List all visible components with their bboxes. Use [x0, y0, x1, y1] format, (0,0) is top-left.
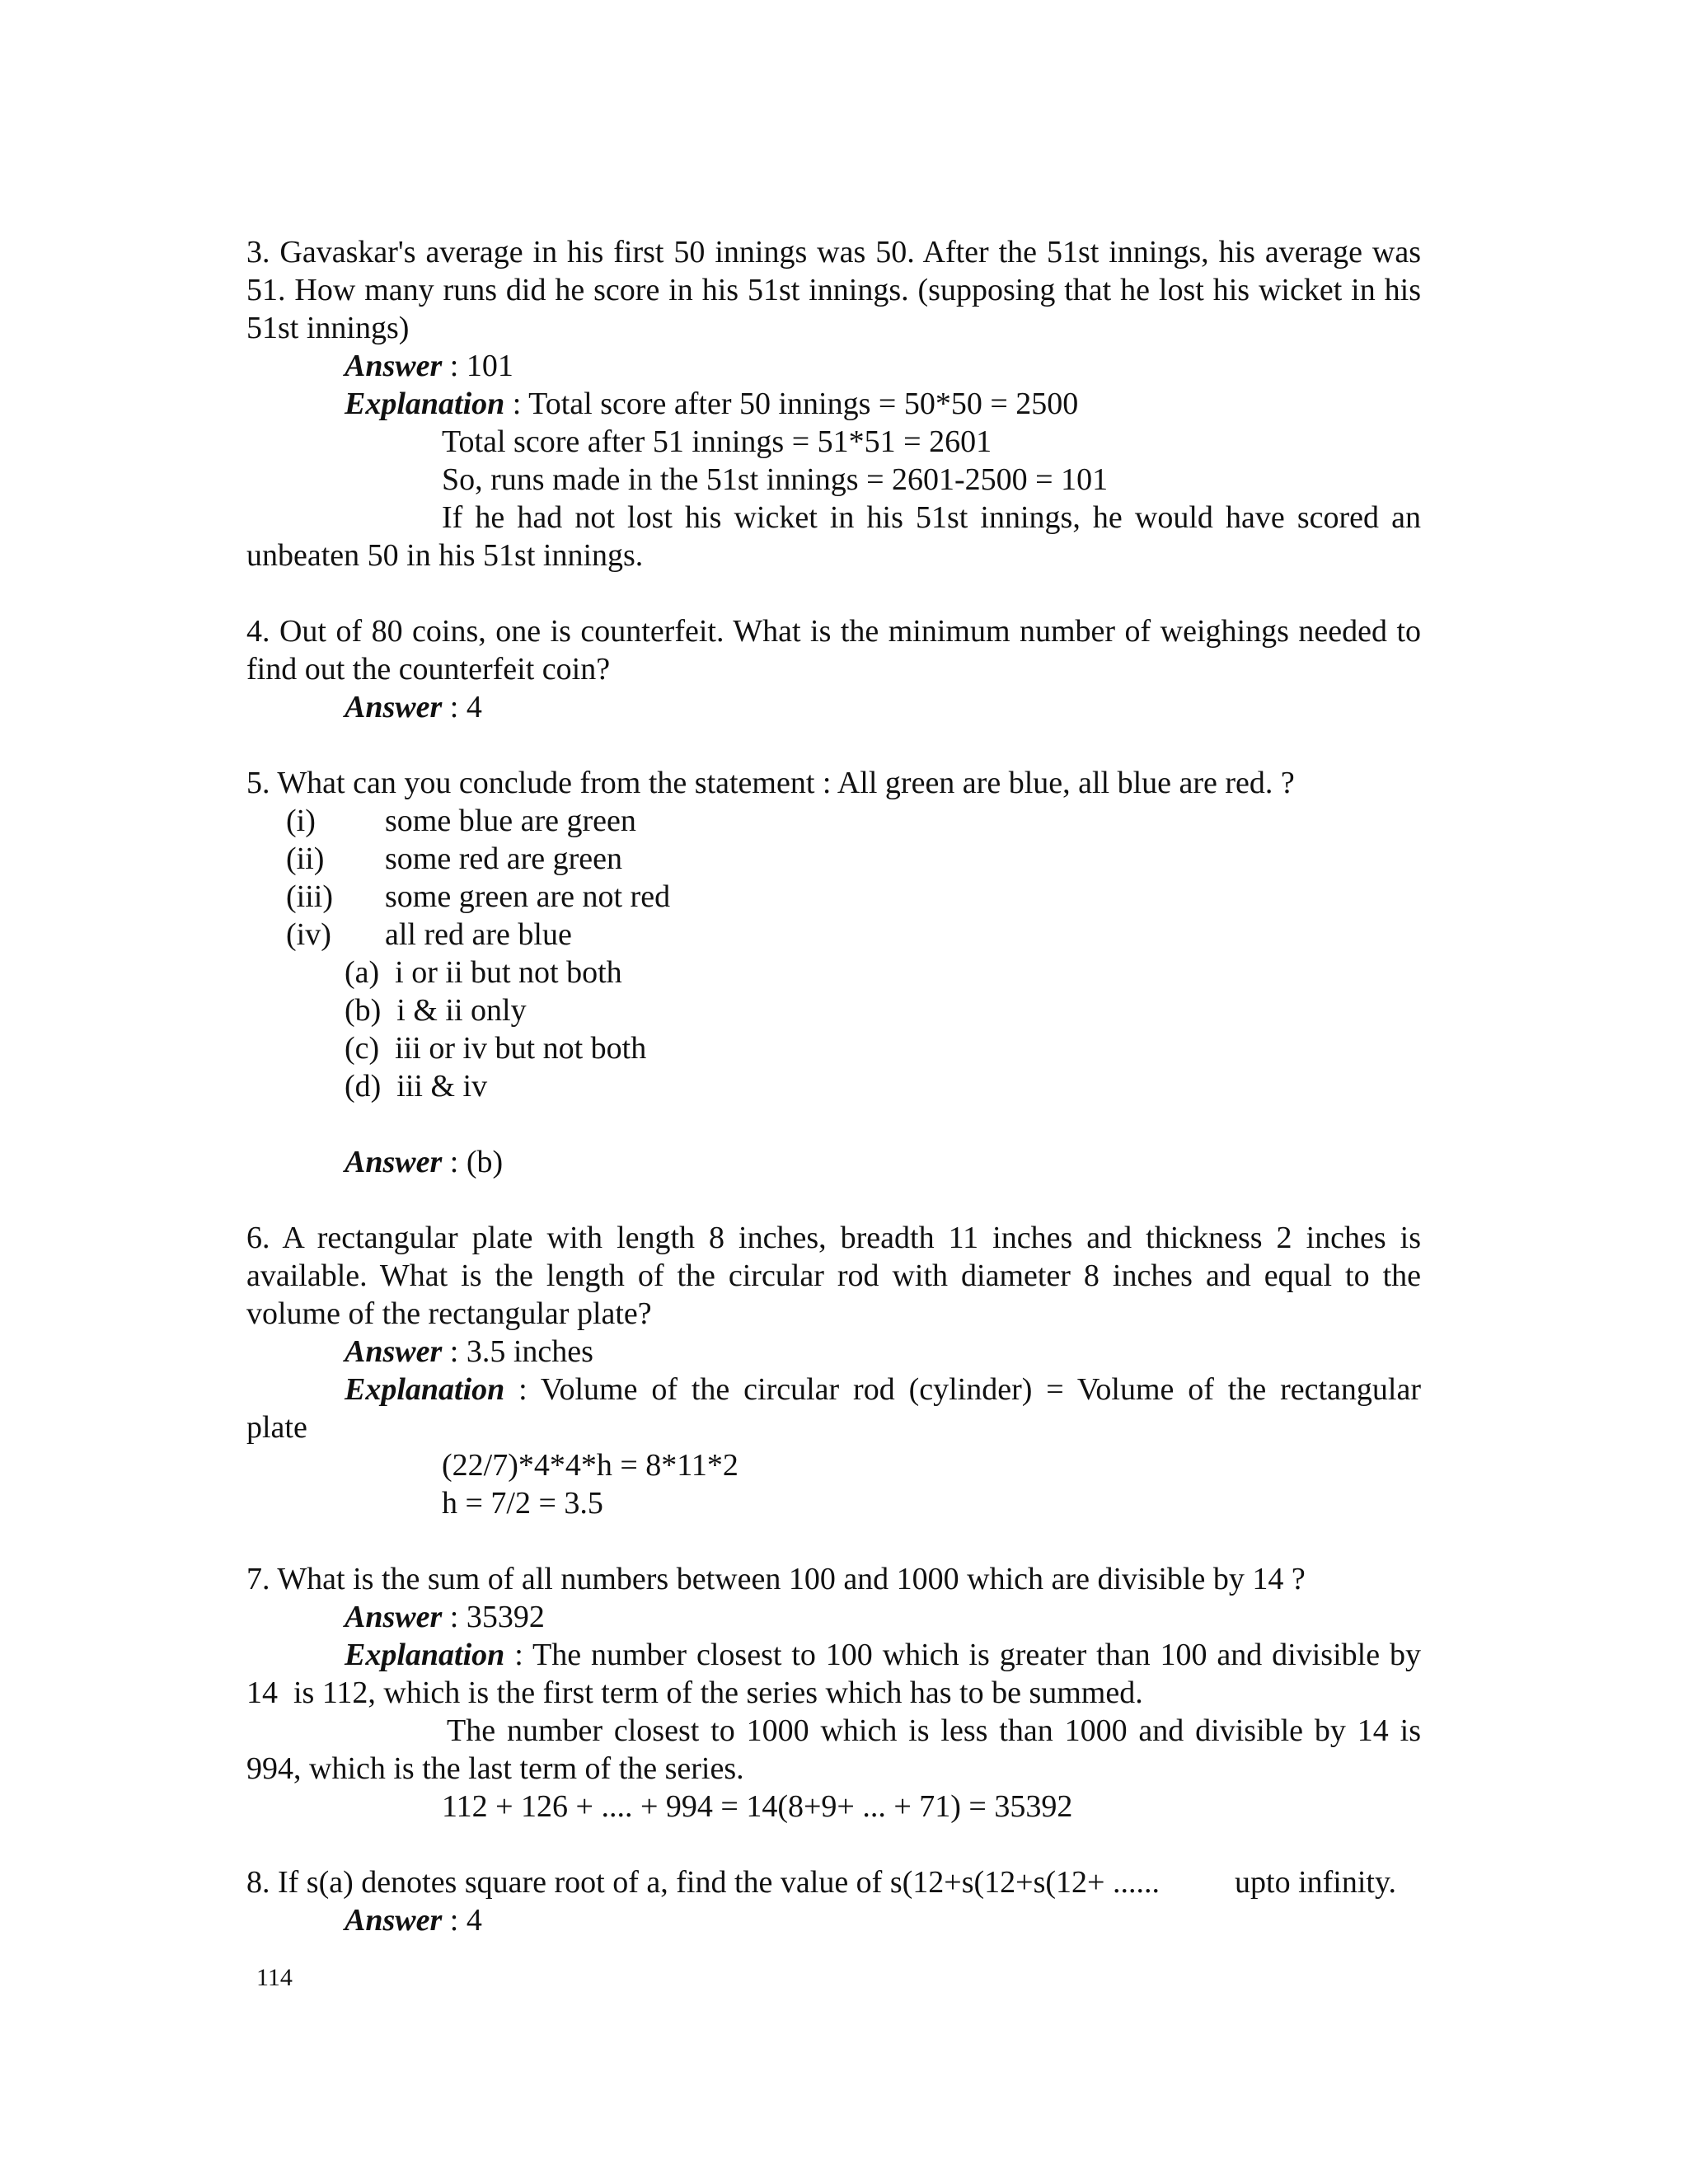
explanation-line: (22/7)*4*4*h = 8*11*2	[442, 1448, 738, 1483]
answer-label: Answer	[345, 690, 443, 724]
spacer	[246, 1522, 1421, 1560]
explanation-line: 994, which is the last term of the series.	[246, 1751, 744, 1786]
option-number: (iii)	[286, 879, 333, 914]
question-8-main: 8. If s(a) denotes square root of a, find the value of s(12+s(12+s(12+ ......	[246, 1865, 1160, 1900]
explanation-line: plate	[246, 1410, 307, 1445]
explanation-line: h = 7/2 = 3.5	[442, 1486, 603, 1521]
explanation-line: : Total score after 50 innings = 50*50 = 2500	[504, 387, 1079, 421]
explanation-line: If he had not lost his wicket in his 51st innings, he would have scored an	[442, 500, 1421, 535]
question-7-text: 7. What is the sum of all numbers between 100 and 1000 which are divisible by 14 ?	[246, 1562, 1306, 1596]
question-3-text: 3. Gavaskar's average in his first 50 innings was 50. After the 51st innings, his average was 51. How many runs did he score in his 51st innings. (supposing that he lost his wicket in his 51st innings)	[246, 235, 1421, 345]
statement-option	[246, 840, 1421, 878]
answer-choice: (c) iii or iv but not both	[345, 1031, 647, 1066]
explanation-line: The number closest to 1000 which is less than 1000 and divisible by 14 is	[447, 1713, 1421, 1748]
explanation-formula: 112 + 126 + .... + 994 = 14(8+9+ ... + 71) = 35392	[442, 1789, 1073, 1824]
question-7-answer	[246, 1598, 1421, 1636]
option-text: some green are not red	[385, 879, 671, 914]
question-6-explanation	[246, 1371, 1421, 1408]
answer-value: : (b)	[442, 1145, 504, 1179]
explanation-line: Total score after 51 innings = 51*51 = 2601	[442, 424, 992, 459]
option-text: some blue are green	[385, 804, 636, 838]
question-6-text: 6. A rectangular plate with length 8 inches, breadth 11 inches and thickness 2 inches is available. What is the length of the circular rod with diameter 8 inches and equal to the volume of the rectangular plate?	[246, 1221, 1421, 1331]
question-6-answer	[246, 1333, 1421, 1371]
option-number: (ii)	[286, 841, 325, 876]
question-8-tail: upto infinity.	[1235, 1865, 1396, 1900]
explanation-line: : Volume of the circular rod (cylinder) = Volume of the rectangular	[504, 1372, 1421, 1407]
explanation-line: unbeaten 50 in his 51st innings.	[246, 538, 644, 573]
answer-choice: (a) i or ii but not both	[345, 955, 622, 990]
answer-label: Answer	[345, 349, 443, 383]
spacer	[246, 726, 1421, 764]
answer-value: : 4	[442, 690, 482, 724]
question-8-answer	[246, 1901, 1421, 1939]
question-4-text: 4. Out of 80 coins, one is counterfeit. What is the minimum number of weighings needed to find out the counterfeit coin?	[246, 614, 1421, 687]
answer-label: Answer	[345, 1334, 443, 1369]
explanation-line: So, runs made in the 51st innings = 2601-2500 = 101	[442, 462, 1109, 497]
question-5-text: 5. What can you conclude from the statement : All green are blue, all blue are red. ?	[246, 766, 1295, 800]
question-7-explanation	[246, 1636, 1421, 1674]
spacer	[246, 574, 1421, 612]
question-3-answer	[246, 347, 1421, 385]
statement-option	[246, 878, 1421, 916]
question-4-answer	[246, 688, 1421, 726]
statement-option	[246, 916, 1421, 954]
answer-value: : 3.5 inches	[442, 1334, 593, 1369]
explanation-line: 14 is 112, which is the first term of the series which has to be summed.	[246, 1675, 1143, 1710]
answer-choice: (d) iii & iv	[345, 1069, 488, 1104]
option-number: (i)	[286, 804, 316, 838]
spacer	[246, 1181, 1421, 1219]
answer-value: : 35392	[442, 1600, 545, 1634]
statement-option	[246, 802, 1421, 840]
answer-label: Answer	[345, 1903, 443, 1938]
spacer	[246, 1825, 1421, 1863]
question-5-answer	[246, 1143, 1421, 1181]
option-text: all red are blue	[385, 917, 572, 952]
spacer	[246, 1105, 1421, 1143]
answer-value: : 101	[442, 349, 513, 383]
page-content	[246, 233, 1421, 1939]
answer-label: Answer	[345, 1145, 443, 1179]
answer-choice: (b) i & ii only	[345, 993, 527, 1028]
explanation-label: Explanation	[345, 1372, 505, 1407]
question-8-text	[246, 1863, 1396, 1901]
page-number: 114	[256, 1964, 293, 1991]
question-3-explanation	[246, 385, 1421, 423]
answer-label: Answer	[345, 1600, 443, 1634]
answer-value: : 4	[442, 1903, 482, 1938]
option-text: some red are green	[385, 841, 623, 876]
explanation-label: Explanation	[345, 1638, 505, 1672]
explanation-label: Explanation	[345, 387, 505, 421]
explanation-line: : The number closest to 100 which is greater than 100 and divisible by	[504, 1638, 1421, 1672]
option-number: (iv)	[286, 917, 331, 952]
